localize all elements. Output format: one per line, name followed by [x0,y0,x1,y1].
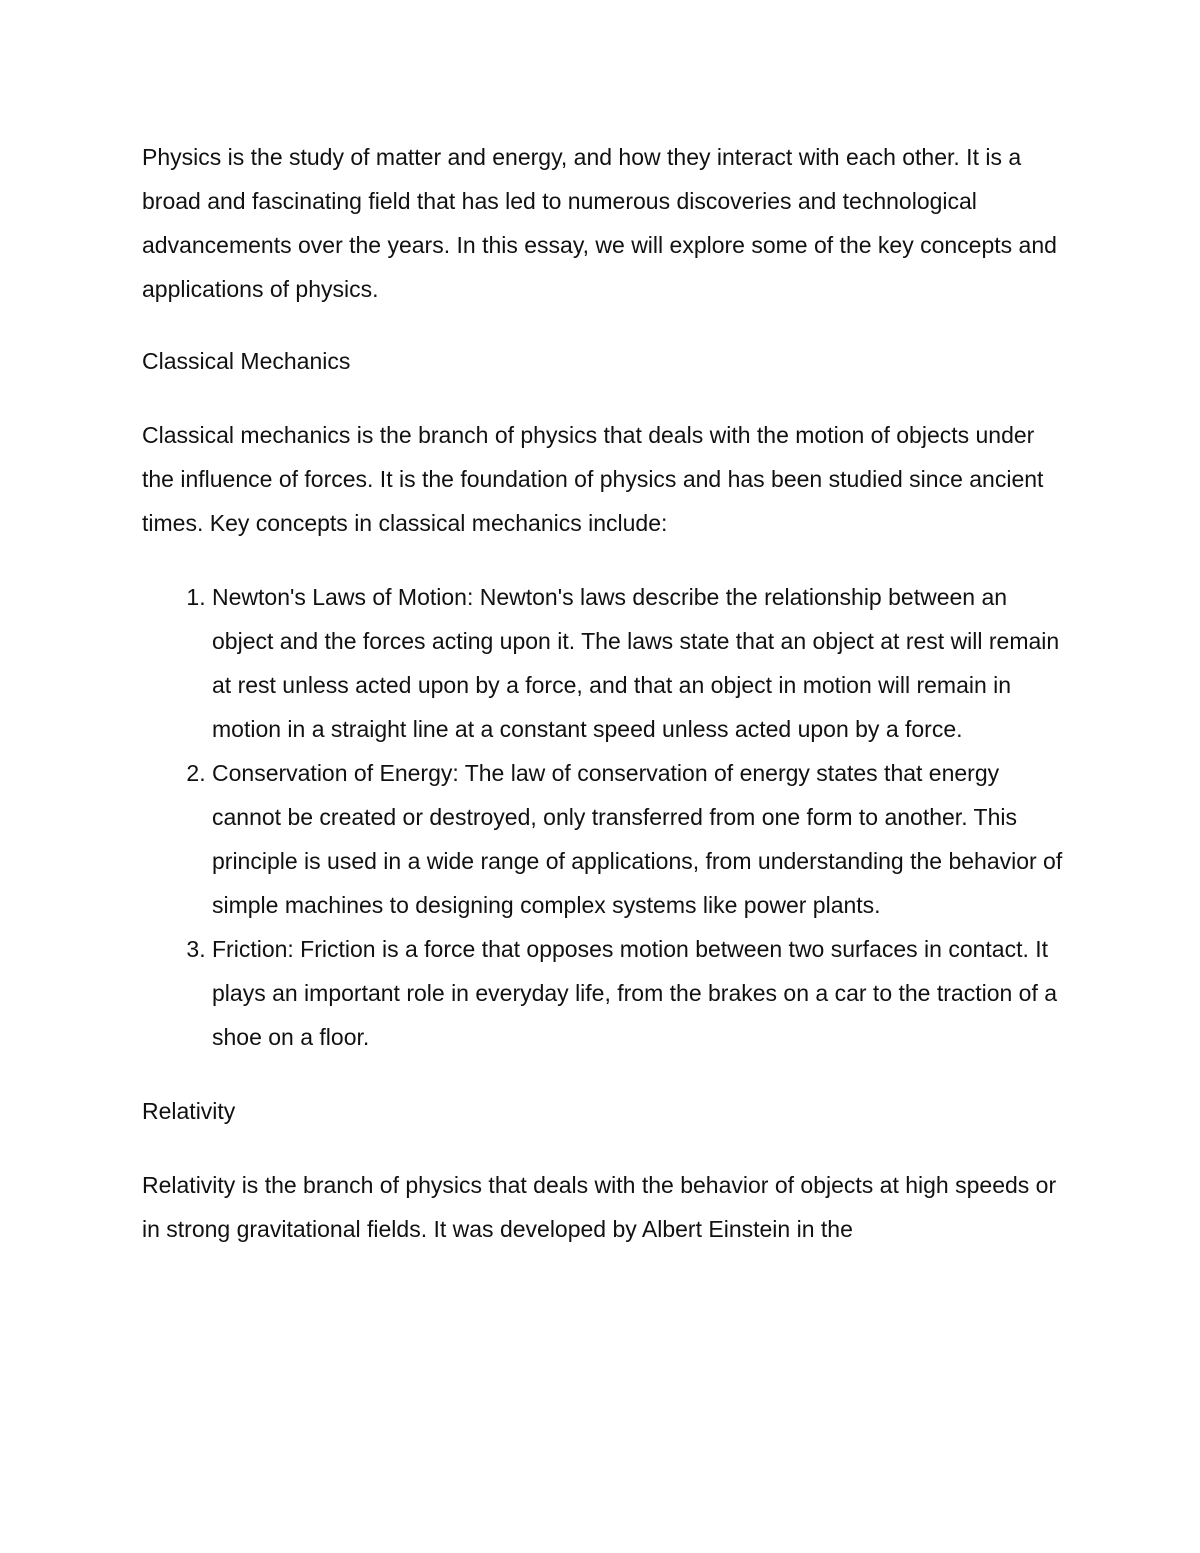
list-item: 2. Conservation of Energy: The law of conservation of energy states that energy cannot be created or destroyed, only transferred from one form to another. This principle is used in a wide range of applications, from understanding the behavior of simple machines to designing complex systems like power plants. [212,751,1072,927]
list-item: 1. Newton's Laws of Motion: Newton's laws describe the relationship between an object and the forces acting upon it. The laws state that an object at rest will remain at rest unless acted upon by a force, and that an object in motion will remain in motion in a straight line at a constant speed unless acted upon by a force. [212,575,1072,751]
relativity-paragraph: Relativity is the branch of physics that deals with the behavior of objects at high speeds or in strong gravitational fields. It was developed by Albert Einstein in the [142,1172,1057,1242]
section-heading-classical-mechanics: Classical Mechanics [142,348,351,374]
intro-paragraph: Physics is the study of matter and energy, and how they interact with each other. It is a broad and fascinating field that has led to numerous discoveries and technological advancements over the years. In this essay, we will explore some of the key concepts and applications of physics. [142,144,1057,302]
list-item: 3. Friction: Friction is a force that opposes motion between two surfaces in contact. It plays an important role in everyday life, from the brakes on a car to the traction of a shoe on a floor. [212,927,1072,1059]
document-body [142,135,1072,1281]
section-heading-relativity: Relativity [142,1098,236,1124]
classical-mechanics-paragraph: Classical mechanics is the branch of physics that deals with the motion of objects under the influence of forces. It is the foundation of physics and has been studied since ancient times. Key concepts in classical mechanics include: [142,422,1044,536]
key-concepts-list [142,575,1072,1059]
